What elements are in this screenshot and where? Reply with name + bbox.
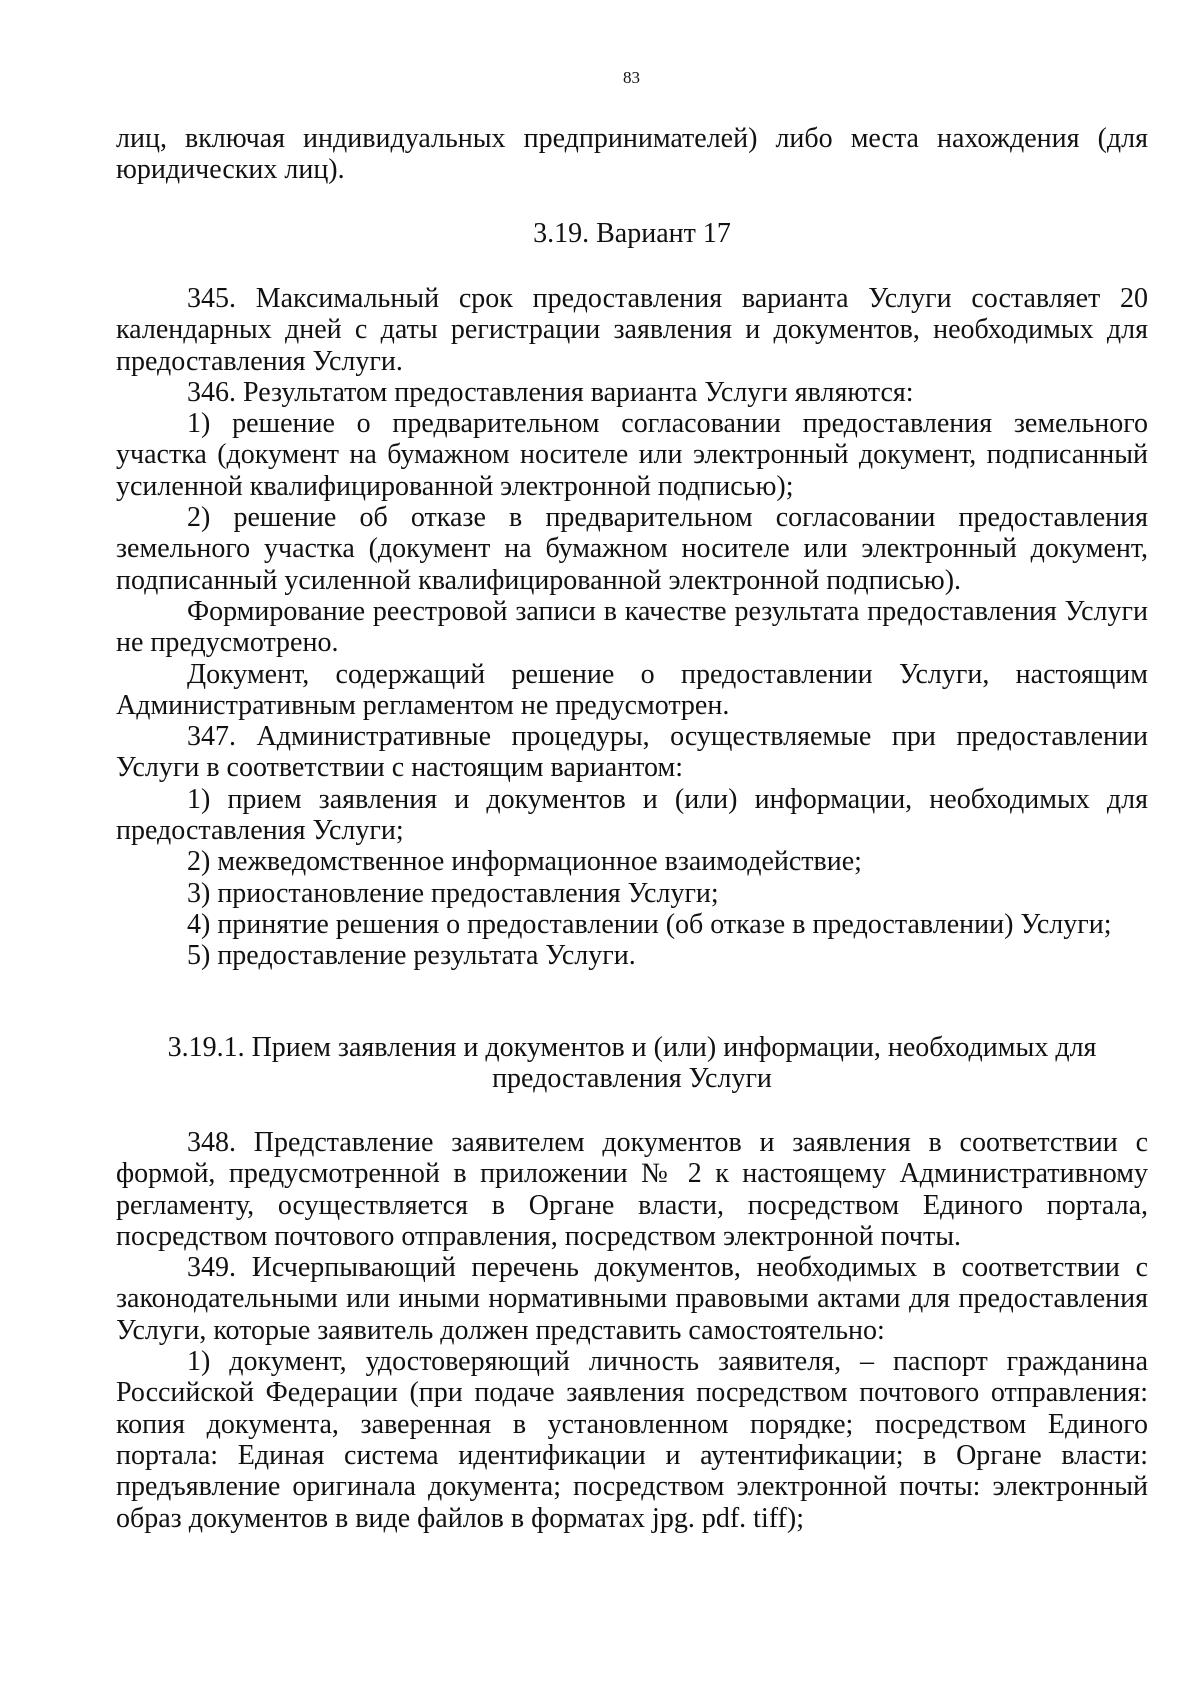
continuation-block <box>116 123 1148 186</box>
section-heading-block <box>116 218 1148 249</box>
list-item: 1) документ, удостоверяющий личность заявителя, – паспорт гражданина Российской Федерации (при подаче заявления посредством почтового отправления: копия документа, заверенная в установленном порядке; посредством Единого портала: Единая система идентификации и аутентификации; в Органе власти: предъявление оригинала документа; посредством электронной почты: электронный образ документов в виде файлов в форматах jpg. pdf. tiff); <box>116 1346 1148 1534</box>
paragraph-346: 346. Результатом предоставления варианта Услуги являются: <box>187 376 914 408</box>
paragraph-345: 345. Максимальный срок предоставления варианта Услуги составляет 20 календарных дней с даты регистрации заявления и документов, необходимых для предоставления Услуги. <box>116 283 1148 377</box>
list-item: 2) межведомственное информационное взаимодействие; <box>187 846 862 878</box>
list-item: 2) решение об отказе в предварительном согласовании предоставления земельного участка (документ на бумажном носителе или электронный документ, подписанный усиленной квалифицированной электронной подписью). <box>116 502 1148 596</box>
subsection-heading-block <box>116 1032 1148 1095</box>
paragraph-348: 348. Представление заявителем документов и заявления в соответствии с формой, предусмотренной в приложении № 2 к настоящему Административному регламенту, осуществляется в Органе власти, посредством Единого портала, посредством почтового отправления, посредством электронной почты. <box>116 1127 1148 1252</box>
paragraph-349: 349. Исчерпывающий перечень документов, необходимых в соответствии с законодательными или иными нормативными правовыми актами для предоставления Услуги, которые заявитель должен представить самостоятельно: <box>116 1252 1148 1346</box>
subsection-title-line1: 3.19.1. Прием заявления и документов и (или) информации, необходимых для <box>167 1032 1097 1063</box>
subsection-body <box>116 1127 1148 1534</box>
section-title: 3.19. Вариант 17 <box>533 218 731 249</box>
list-item: 4) принятие решения о предоставлении (об отказе в предоставлении) Услуги; <box>187 908 1112 940</box>
list-item: 5) предоставление результата Услуги. <box>187 940 636 972</box>
list-item: 1) прием заявления и документов и (или) информации, необходимых для предоставления Услуги; <box>116 783 1148 847</box>
section-body <box>116 283 1148 972</box>
continuation-paragraph: лиц, включая индивидуальных предпринимателей) либо места нахождения (для юридических лиц). <box>116 123 1148 186</box>
paragraph-document-note: Документ, содержащий решение о предоставлении Услуги, настоящим Административным регламентом не предусмотрен. <box>116 658 1148 721</box>
paragraph-347: 347. Административные процедуры, осуществляемые при предоставлении Услуги в соответствии с настоящим вариантом: <box>116 721 1148 784</box>
page-number: 83 <box>623 68 640 87</box>
list-item: 3) приостановление предоставления Услуги; <box>187 877 719 909</box>
list-item: 1) решение о предварительном согласовании предоставления земельного участка (документ на бумажном носителе или электронный документ, подписанный усиленной квалифицированной электронной подписью); <box>116 408 1148 502</box>
paragraph-registry-note: Формирование реестровой записи в качестве результата предоставления Услуги не предусмотрено. <box>116 595 1148 659</box>
subsection-title-line2: предоставления Услуги <box>492 1063 772 1095</box>
